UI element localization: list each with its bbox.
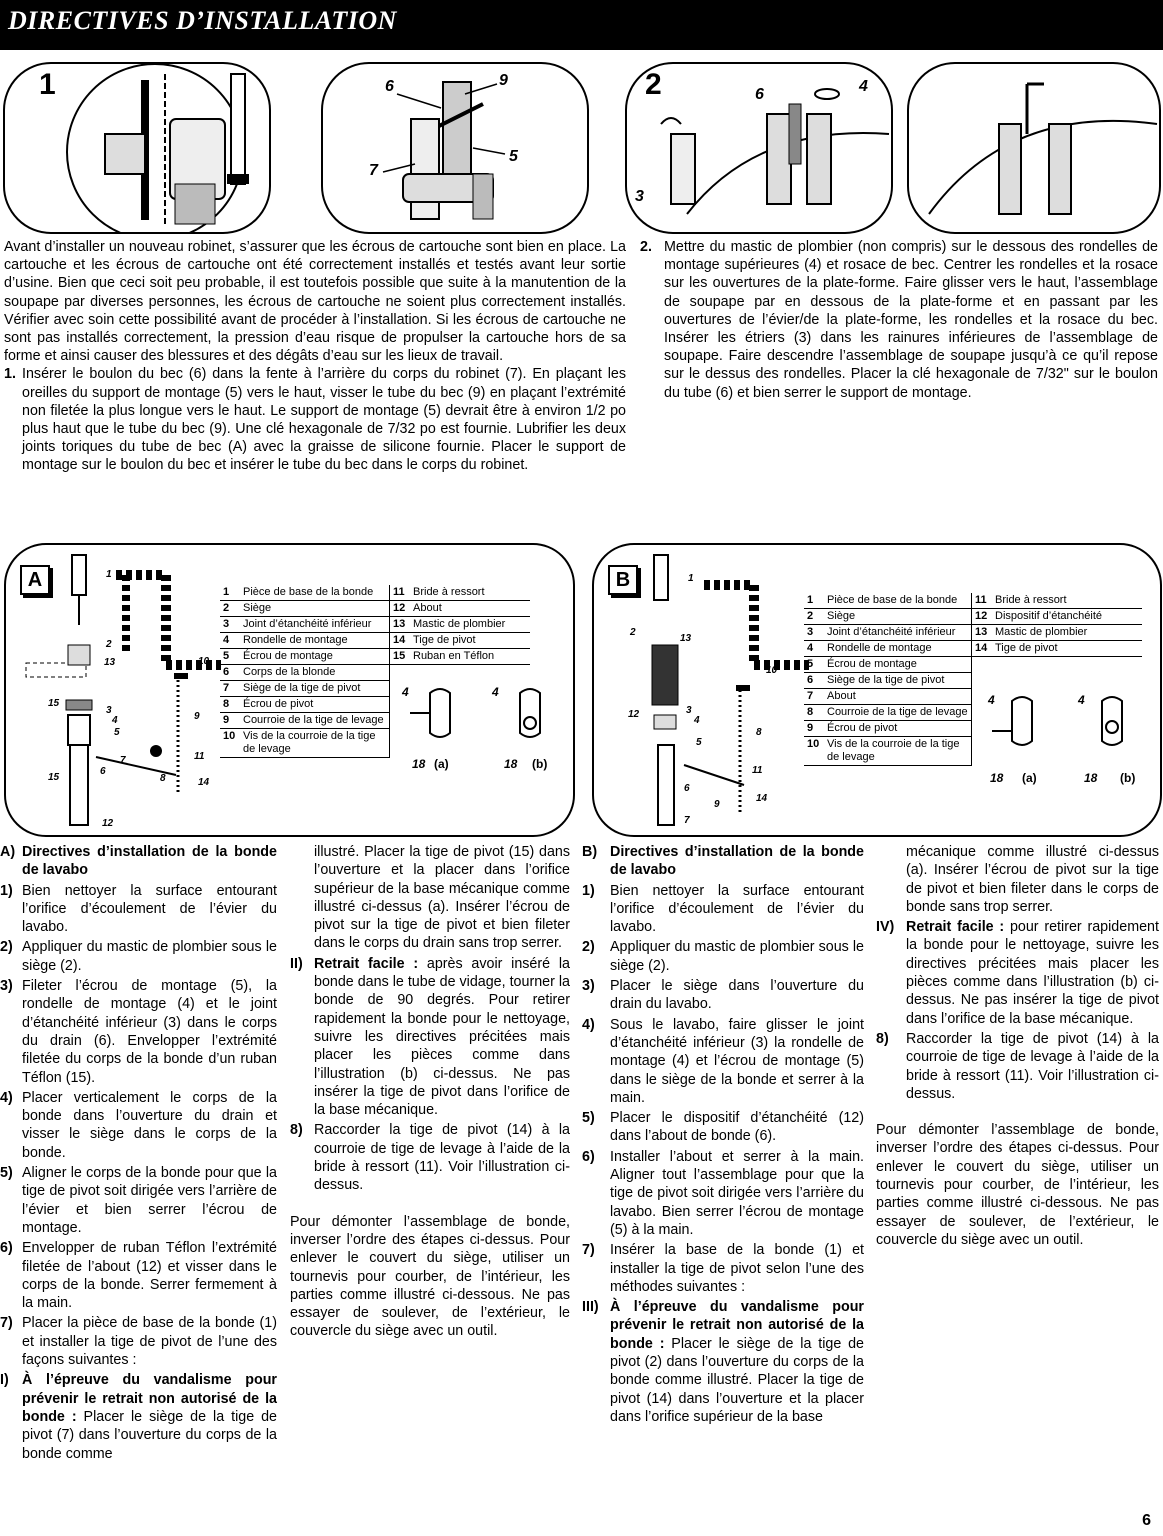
part-label: Joint d’étanchéité inférieur	[240, 617, 390, 633]
panel-a-drain-illustration	[6, 545, 221, 835]
parts-row	[390, 649, 530, 665]
step-2-text: Mettre du mastic de plombier (non compris) sur le dessous des rondelles de montage supérieures (4) et rosace de bec. Centrer les rondelles et la rosace sur les ouvertures de la plate-forme. Faire glisser vers le haut, l’assemblage de soupape par en dessous de la plate-forme et en passant par les ouvertures de l’évier/de la plate-forme, les rondelles et la rosace du bec. Insérer les étriers (3) dans les rainures inférieures de l’assemblage de soupape. Faire descendre l’assemblage de soupape jusqu’à ce qu’il repose sur le dessus des rondelles. Placer la clé hexagonale de 7/32" sur le boulon du tube (6) et bien serrer le support de montage.	[664, 239, 1158, 401]
parts-row	[804, 705, 972, 721]
panel-b-pivot-options	[992, 691, 1142, 771]
panel-b-letter: B	[608, 565, 638, 595]
callout-3: 3	[686, 705, 692, 716]
part-number: 2	[220, 601, 240, 617]
list-item-text: Placer la pièce de base de la bonde (1) et installer la tige de pivot de l’une des façons suivantes :	[22, 1315, 277, 1369]
parts-row	[390, 617, 530, 633]
callout-3: 3	[106, 705, 112, 716]
parts-row	[804, 641, 972, 657]
callout-2: 2	[630, 627, 636, 638]
option-b-label: (b)	[1120, 771, 1136, 785]
page-header	[0, 0, 1163, 50]
list-item-number: 6)	[582, 1148, 595, 1165]
callout-18-a: 18	[412, 757, 426, 771]
callout-1: 1	[106, 569, 112, 580]
intro-left	[4, 238, 626, 475]
intro-right	[640, 238, 1158, 402]
list-item	[0, 977, 277, 1087]
step-8-text: Raccorder la tige de pivot (14) à la courroie de tige de levage à l’aide de la bride à ressort (11). Voir l’illustration ci-dessus.	[314, 1122, 570, 1194]
column-a1	[0, 843, 277, 1465]
part-number: 5	[804, 657, 824, 673]
section-a-label: A)	[0, 844, 16, 860]
part-label: Vis de la courroie de la tige de levage	[240, 729, 390, 758]
method-i-label: I)	[0, 1372, 9, 1389]
list-item	[0, 1314, 277, 1369]
part-label: Écrou de montage	[824, 657, 972, 673]
part-label: Siège	[824, 609, 972, 625]
list-item-number: 3)	[582, 978, 595, 995]
callout-4-a: 4	[402, 685, 409, 699]
part-label: Rondelle de montage	[824, 641, 972, 657]
parts-row	[804, 737, 972, 766]
part-label: Siège de la tige de pivot	[240, 681, 390, 697]
figure-1-detail	[3, 62, 271, 234]
part-label: Vis de la courroie de la tige de levage	[824, 737, 972, 766]
callout-4-b: 4	[492, 685, 499, 699]
step-1-text: Insérer le boulon du bec (6) dans la fente à l’arrière du corps du robinet (7). En plaçant les oreilles du support de montage (5) vers le haut, visser le tube du bec (9) en plaçant l’extrémité non filetée la plus longue vers le haut. Le support de montage (5) devrait être à environ 1/2 po plus haut que le tube du bec (9). Une clé hexagonale de 7/32 po est fournie. Lubrifier les deux joints toriques du tube de bec (A) avec la graisse de silicone fournie. Placer le support de montage sur le boulon du bec et insérer le tube du bec dans le corps du robinet.	[22, 366, 626, 474]
part-number: 6	[804, 673, 824, 689]
method-iii-continued-text: mécanique comme illustré ci-dessus (a). Insérer l’écrou de pivot sur la tige de pivot et bien fileter dans le corps de bonde sans trop serrer.	[906, 844, 1159, 915]
list-item-number: 5)	[0, 1165, 13, 1182]
callout-5: 5	[509, 148, 518, 165]
list-item-text: Sous le lavabo, faire glisser le joint d’étanchéité inférieur (3) la rondelle de montage (4) et l’écrou de montage (5) dans le siège de la bonde et serrer à la main.	[610, 1016, 864, 1106]
part-number: 4	[804, 641, 824, 657]
part-number: 13	[972, 625, 992, 641]
parts-row	[390, 601, 530, 617]
list-item	[582, 938, 864, 975]
list-item	[0, 1089, 277, 1162]
list-item	[582, 882, 864, 937]
callout-18-a: 18	[990, 771, 1004, 785]
list-item-number: 6)	[0, 1240, 13, 1257]
method-ii	[290, 955, 570, 1120]
callout-7: 7	[369, 162, 378, 179]
method-ii-text: après avoir inséré la bonde dans le tube de vidage, tourner la bonde de 90 degrés. Pour retirer rapidement la bonde pour le nettoyage, suivre les directives précitées mais placer les pièces comme dans l’illustration (b) ci-dessus. Ne pas insérer la tige de pivot dans l’orifice de la base mécanique.	[314, 955, 570, 1119]
part-number: 2	[804, 609, 824, 625]
parts-row	[220, 681, 390, 697]
callout-9: 9	[499, 72, 508, 89]
callout-13: 13	[104, 657, 116, 668]
parts-row	[804, 625, 972, 641]
list-item	[0, 882, 277, 937]
list-item-text: Placer le siège dans l’ouverture du drain du lavabo.	[610, 978, 864, 1013]
panel-a-parts-left	[220, 585, 390, 758]
method-iv-text: pour retirer rapidement la bonde pour le nettoyage, suivre les directives précitées mais placer les pièces comme dans l’illustration (b) ci-dessus. Ne pas insérer la tige de pivot dans l’orifice de la base mécanique.	[906, 919, 1159, 1027]
list-item-number: 7)	[582, 1242, 595, 1259]
column-b2	[876, 843, 1159, 1249]
callout-5: 5	[696, 737, 702, 748]
part-label: Siège de la tige de pivot	[824, 673, 972, 689]
callout-4: 4	[694, 715, 700, 726]
callout-6: 6	[385, 78, 394, 95]
parts-row	[804, 721, 972, 737]
part-number: 3	[220, 617, 240, 633]
callout-15: 15	[48, 772, 60, 783]
list-item-text: Installer l’about et serrer à la main. Aligner tout l’assemblage pour que la tige de pivot soit dirigée vers l’arrière du lavabo. Bien serrer l’écrou de montage (5) à la main.	[610, 1148, 864, 1238]
callout-18-b: 18	[1084, 771, 1098, 785]
part-label: Pièce de base de la bonde	[240, 585, 390, 601]
list-item-text: Bien nettoyer la surface entourant l’orifice d’écoulement de l’évier du lavabo.	[22, 882, 277, 936]
list-item-text: Fileter l’écrou de montage (5), la rondelle de montage (4) et le joint d’étanchéité inférieur (3) dans le corps du drain (6). Envelopper l’extrémité filetée du corps de la bonde d’un ruban Téflon (15).	[22, 978, 277, 1086]
part-label: Ruban en Téflon	[410, 649, 530, 665]
list-item-number: 2)	[582, 939, 595, 956]
list-item	[582, 977, 864, 1014]
list-item-number: 7)	[0, 1315, 13, 1332]
panel-a-pivot-options	[410, 683, 560, 763]
callout-9: 9	[194, 711, 200, 722]
method-iv	[876, 918, 1159, 1028]
figure-2-mounting	[625, 62, 893, 234]
callout-8: 8	[756, 727, 762, 738]
column-b1-items	[582, 882, 864, 1297]
parts-row	[390, 585, 530, 601]
method-iii-text: Placer le siège de la tige de pivot (2) dans l’ouverture du corps de la bonde comme illustré. Placer la tige de pivot (14) dans l’ouverture et la placer dans l’orifice supérieur de la base	[610, 1335, 864, 1425]
list-item-text: Placer le dispositif d’étanchéité (12) dans l’about de bonde (6).	[610, 1110, 864, 1145]
list-item	[0, 1164, 277, 1237]
step-8	[290, 1121, 570, 1194]
list-item-text: Appliquer du mastic de plombier sous le siège (2).	[22, 939, 277, 974]
callout-1: 1	[688, 573, 694, 584]
part-number: 7	[220, 681, 240, 697]
callout-4-a: 4	[988, 693, 995, 707]
section-b-heading: Directives d’installation de la bonde de lavabo	[610, 844, 864, 879]
panel-b	[592, 543, 1162, 837]
parts-row	[972, 641, 1142, 657]
intro-paragraph: Avant d’installer un nouveau robinet, s’assurer que les écrous de cartouche sont bien en place. La cartouche et les écrous de cartouche ont été correctement installés et testés avant leur sortie d’usine. Bien que ceci soit peu probable, il est toutefois possible que suite à la manutention de la soupape par diverses personnes, les écrous de cartouche ne soient plus correctement installés. Vérifier avec soin cette possibilité avant de procéder à l’installation. Si les écrous de cartouche ne sont pas installés correctement, la pression d’eau risque de propulser la cartouche hors de sa forme et ainsi causer des blessures et des dégâts d’eau sur les lieux de travail.	[4, 239, 626, 365]
callout-12: 12	[102, 818, 114, 829]
list-item	[582, 1016, 864, 1107]
part-number: 11	[390, 585, 410, 601]
section-b-title	[582, 843, 864, 880]
callout-6: 6	[755, 86, 764, 103]
part-label: Bride à ressort	[992, 593, 1142, 609]
parts-row	[804, 689, 972, 705]
callout-9: 9	[714, 799, 720, 810]
list-item-text: Placer verticalement le corps de la bonde dans l’ouverture du drain et visser le siège dans le corps de la bonde.	[22, 1089, 277, 1161]
method-i-heading: À l’épreuve du vandalisme pour prévenir le retrait non autorisé de la bonde :	[22, 1372, 277, 1425]
parts-row	[972, 609, 1142, 625]
parts-row	[220, 665, 390, 681]
figure-2-number: 2	[645, 68, 662, 101]
page-title: DIRECTIVES D’INSTALLATION	[8, 6, 397, 35]
part-label: Rondelle de montage	[240, 633, 390, 649]
parts-row	[804, 673, 972, 689]
part-label: Tige de pivot	[992, 641, 1142, 657]
callout-10: 10	[766, 665, 778, 676]
part-label: Écrou de montage	[240, 649, 390, 665]
column-b1	[582, 843, 864, 1428]
part-label: Bride à ressort	[410, 585, 530, 601]
list-item-text: Aligner le corps de la bonde pour que la tige de pivot soit dirigée vers l’arrière de l’évier et bien serrer l’écrou de montage.	[22, 1165, 277, 1236]
figure-1b-exploded	[321, 62, 589, 234]
part-number: 1	[220, 585, 240, 601]
list-item	[0, 938, 277, 975]
step-8-text: Raccorder la tige de pivot (14) à la courroie de tige de levage à l’aide de la bride à ressort (11). Voir l’illustration ci-dessus.	[906, 1030, 1159, 1102]
part-number: 9	[220, 713, 240, 729]
step-2-number: 2.	[640, 239, 652, 255]
callout-6: 6	[100, 766, 106, 777]
callout-4: 4	[859, 78, 868, 95]
step-8-label: 8)	[290, 1122, 303, 1139]
callout-11: 11	[752, 765, 763, 776]
part-number: 10	[220, 729, 240, 758]
part-label: Écrou de pivot	[240, 697, 390, 713]
callout-14: 14	[756, 793, 768, 804]
disassembly-note: Pour démonter l’assemblage de bonde, inverser l’ordre des étapes ci-dessus. Pour enlever le couvert du siège, utiliser un tournevis pour courber, de l’intérieur, les parties comme illustré ci-dessous. Ne pas essayer de soulever, de l’extérieur, le couvercle du siège avec un outil.	[876, 1122, 1159, 1248]
callout-11: 11	[194, 751, 205, 762]
figure-2b-installed	[907, 62, 1161, 234]
step-8	[876, 1030, 1159, 1103]
part-label: About	[824, 689, 972, 705]
callout-7: 7	[120, 755, 126, 766]
section-a-heading: Directives d’installation de la bonde de lavabo	[22, 844, 277, 879]
method-ii-label: II)	[290, 955, 303, 972]
list-item	[582, 1148, 864, 1239]
callout-8: 8	[160, 773, 166, 784]
part-label: Mastic de plombier	[992, 625, 1142, 641]
part-number: 12	[390, 601, 410, 617]
part-label: Siège	[240, 601, 390, 617]
callout-12: 12	[628, 709, 640, 720]
parts-row	[804, 593, 972, 609]
callout-13: 13	[680, 633, 692, 644]
method-iii-continued	[876, 843, 1159, 916]
part-number: 6	[220, 665, 240, 681]
step-1-number: 1.	[4, 366, 16, 383]
callout-7: 7	[684, 815, 690, 826]
part-number: 7	[804, 689, 824, 705]
method-iv-heading: Retrait facile :	[906, 919, 1005, 936]
list-item-number: 2)	[0, 939, 13, 956]
method-iii-label: III)	[582, 1299, 599, 1316]
part-number: 13	[390, 617, 410, 633]
part-label: Courroie de la tige de levage	[824, 705, 972, 721]
disassembly-note: Pour démonter l’assemblage de bonde, inverser l’ordre des étapes ci-dessus. Pour enlever le couvert du siège, utiliser un tournevis pour courber, de l’intérieur, les parties comme illustré ci-dessous. Ne pas essayer de soulever, de l’extérieur, le couvercle du siège avec un outil.	[290, 1213, 570, 1340]
option-a-label: (a)	[434, 757, 449, 771]
part-number: 8	[804, 705, 824, 721]
part-number: 12	[972, 609, 992, 625]
part-number: 15	[390, 649, 410, 665]
callout-2: 2	[106, 639, 112, 650]
part-label: Dispositif d’étanchéité	[992, 609, 1142, 625]
list-item	[582, 1109, 864, 1146]
parts-row	[390, 633, 530, 649]
option-b-label: (b)	[532, 757, 548, 771]
method-i-continued-text: illustré. Placer la tige de pivot (15) dans l’ouverture et la placer dans l’orifice supérieur de la base mécanique comme illustré ci-dessus (a). Insérer l’écrou de pivot sur la tige de pivot et bien fileter dans le corps du drain sans trop serrer.	[314, 844, 570, 952]
list-item-number: 3)	[0, 978, 13, 995]
callout-15: 15	[48, 698, 60, 709]
list-item-text: Bien nettoyer la surface entourant l’orifice d’écoulement de l’évier du lavabo.	[610, 882, 864, 936]
part-number: 3	[804, 625, 824, 641]
parts-row	[220, 633, 390, 649]
part-number: 5	[220, 649, 240, 665]
list-item-text: Envelopper de ruban Téflon l’extrémité filetée de l’about (12) et visser dans le corps de la bonde. Serrer fermement à la main.	[22, 1240, 277, 1312]
panel-b-parts-right	[972, 593, 1142, 657]
list-item-number: 4)	[0, 1089, 13, 1106]
method-iii-heading: À l’épreuve du vandalisme pour prévenir le retrait non autorisé de la bonde :	[610, 1299, 864, 1352]
parts-row	[220, 697, 390, 713]
callout-4-b: 4	[1078, 693, 1085, 707]
panel-b-parts-left	[804, 593, 972, 766]
step-1	[4, 365, 626, 474]
method-i-continued	[290, 843, 570, 953]
panel-b-drain-illustration	[594, 545, 809, 835]
list-item	[0, 1239, 277, 1312]
part-label: About	[410, 601, 530, 617]
panel-a-parts-right	[390, 585, 530, 665]
part-number: 14	[390, 633, 410, 649]
column-a2	[290, 843, 570, 1341]
part-label: Écrou de pivot	[824, 721, 972, 737]
list-item-number: 1)	[0, 882, 13, 899]
figure-1-number: 1	[39, 68, 56, 101]
parts-row	[220, 729, 390, 758]
section-b-label: B)	[582, 844, 598, 860]
part-number: 9	[804, 721, 824, 737]
part-label: Mastic de plombier	[410, 617, 530, 633]
parts-row	[220, 617, 390, 633]
panel-a	[4, 543, 575, 837]
method-i-text: Placer le siège de la tige de pivot (7) dans l’ouverture du corps de la bonde comme	[22, 1408, 277, 1462]
parts-row	[972, 625, 1142, 641]
callout-5: 5	[114, 727, 120, 738]
parts-row	[804, 609, 972, 625]
panel-a-letter: A	[20, 565, 50, 595]
method-iii	[582, 1298, 864, 1426]
callout-4: 4	[112, 715, 118, 726]
part-number: 10	[804, 737, 824, 766]
step-2	[640, 238, 1158, 402]
parts-row	[220, 585, 390, 601]
page-number: 6	[1142, 1512, 1151, 1529]
part-number: 4	[220, 633, 240, 649]
list-item-text: Insérer la base de la bonde (1) et installer la tige de pivot selon l’une des méthodes suivantes :	[610, 1242, 864, 1295]
part-number: 1	[804, 593, 824, 609]
part-number: 14	[972, 641, 992, 657]
parts-row	[220, 601, 390, 617]
method-iv-label: IV)	[876, 919, 895, 936]
callout-3: 3	[635, 188, 644, 205]
part-label: Joint d’étanchéité inférieur	[824, 625, 972, 641]
method-ii-heading: Retrait facile :	[314, 955, 419, 972]
callout-6: 6	[684, 783, 690, 794]
part-number: 11	[972, 593, 992, 609]
part-label: Pièce de base de la bonde	[824, 593, 972, 609]
option-a-label: (a)	[1022, 771, 1037, 785]
callout-14: 14	[198, 777, 210, 788]
list-item-number: 5)	[582, 1110, 595, 1127]
callout-10: 10	[198, 656, 210, 667]
part-label: Corps de la blonde	[240, 665, 390, 681]
parts-row	[220, 713, 390, 729]
method-i	[0, 1371, 277, 1462]
parts-row	[804, 657, 972, 673]
figure-2b-illustration	[909, 64, 1159, 232]
part-label: Courroie de la tige de levage	[240, 713, 390, 729]
parts-row	[220, 649, 390, 665]
figure-1b-illustration	[323, 64, 587, 232]
column-a1-items	[0, 882, 277, 1370]
list-item-number: 1)	[582, 882, 595, 899]
list-item-text: Appliquer du mastic de plombier sous le siège (2).	[610, 939, 864, 974]
callout-18-b: 18	[504, 757, 518, 771]
list-item-number: 4)	[582, 1016, 595, 1033]
step-8-label: 8)	[876, 1030, 889, 1047]
section-a-title	[0, 843, 277, 880]
list-item	[582, 1241, 864, 1296]
part-number: 8	[220, 697, 240, 713]
parts-row	[972, 593, 1142, 609]
part-label: Tige de pivot	[410, 633, 530, 649]
